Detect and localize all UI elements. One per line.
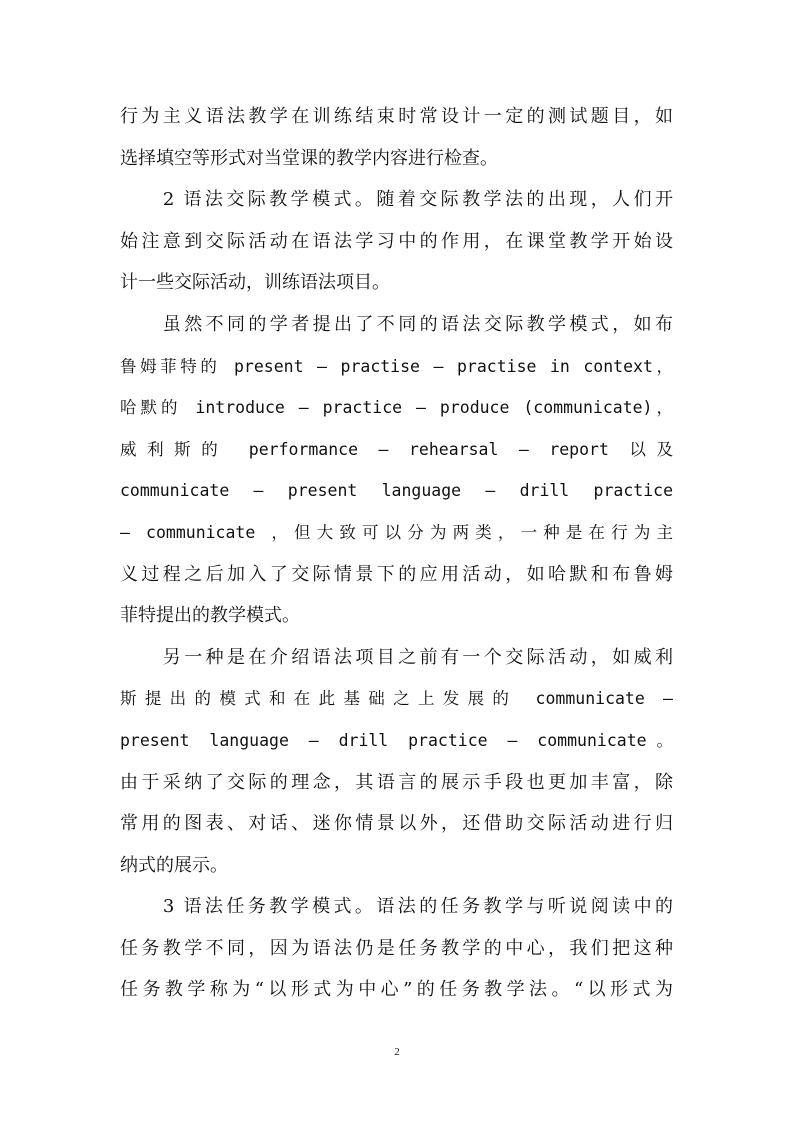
text-line: present language – drill practice – communicate。 bbox=[120, 730, 673, 750]
text-line: 义过程之后加入了交际情景下的应用活动，如哈默和布鲁姆 bbox=[120, 563, 673, 585]
text-line: 纳式的展示。 bbox=[120, 854, 228, 876]
text-line: 另一种是在介绍语法项目之前有一个交际活动，如威利 bbox=[120, 646, 673, 668]
text-line: 任务教学不同，因为语法仍是任务教学的中心，我们把这种 bbox=[120, 937, 673, 959]
text-line: 鲁姆菲特的 present – practise – practise in context， bbox=[120, 356, 673, 376]
text-line: 菲特提出的教学模式。 bbox=[120, 605, 300, 627]
text-line: – communicate ，但大致可以分为两类，一种是在行为主 bbox=[120, 522, 673, 542]
text-line: communicate – present language – drill practice bbox=[120, 481, 673, 501]
text-line: 威利斯的 performance – rehearsal – report 以及 bbox=[120, 439, 673, 459]
text-line: 计一些交际活动，训练语法项目。 bbox=[120, 272, 390, 294]
text-line: 哈默的 introduce – practice – produce (communicate)， bbox=[120, 398, 673, 418]
body-text bbox=[120, 96, 673, 1011]
text-line: 虽然不同的学者提出了不同的语法交际教学模式，如布 bbox=[120, 313, 673, 335]
text-line: 常用的图表、对话、迷你情景以外，还借助交际活动进行归 bbox=[120, 813, 673, 835]
text-line: 任务教学称为“以形式为中心”的任务教学法。“以形式为 bbox=[120, 979, 673, 1001]
text-line: 3 语法任务教学模式。语法的任务教学与听说阅读中的 bbox=[120, 896, 673, 918]
text-line: 斯提出的模式和在此基础之上发展的 communicate – bbox=[120, 689, 673, 709]
page-number: 2 bbox=[394, 1046, 400, 1058]
text-line: 选择填空等形式对当堂课的教学内容进行检查。 bbox=[120, 147, 498, 169]
text-line: 始注意到交际活动在语法学习中的作用，在课堂教学开始设 bbox=[120, 230, 673, 252]
text-line: 行为主义语法教学在训练结束时常设计一定的测试题目，如 bbox=[120, 106, 673, 127]
text-line: 由于采纳了交际的理念，其语言的展示手段也更加丰富，除 bbox=[120, 771, 673, 793]
text-line: 2 语法交际教学模式。随着交际教学法的出现，人们开 bbox=[120, 189, 673, 211]
